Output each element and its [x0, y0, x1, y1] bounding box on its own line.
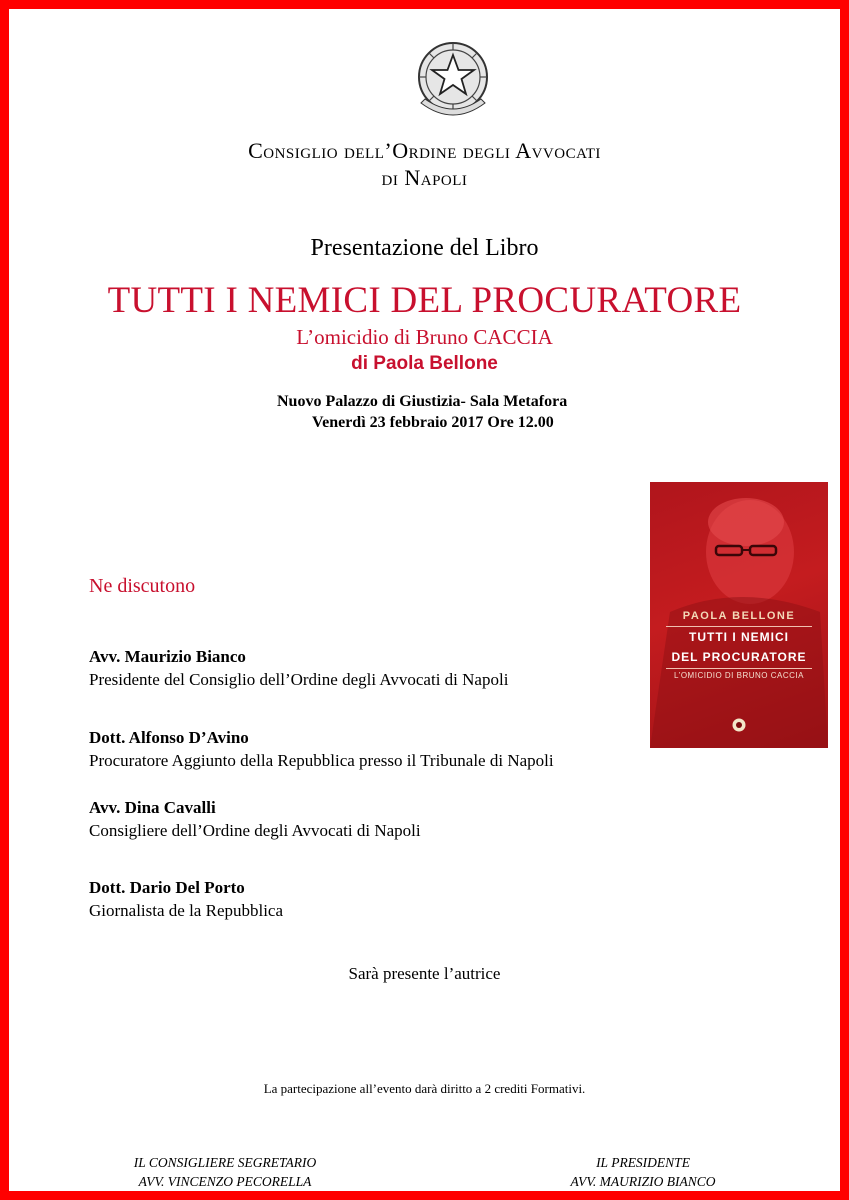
speaker-name: Avv. Dina Cavalli: [89, 798, 216, 817]
speaker-role: Consigliere dell’Ordine degli Avvocati di Napoli: [89, 821, 421, 840]
presentation-label: Presentazione del Libro: [310, 235, 539, 261]
org-name-line2: di Napoli: [381, 165, 468, 190]
cover-divider: [666, 626, 812, 627]
speaker-role: Presidente del Consiglio dell’Ordine degli Avvocati di Napoli: [89, 670, 509, 689]
book-author: di Paola Bellone: [351, 353, 498, 374]
cover-title-line2: DEL PROCURATORE: [671, 650, 807, 664]
signature-right-name: AVV. MAURIZIO BIANCO: [570, 1174, 716, 1189]
cover-title-line1: TUTTI I NEMICI: [689, 630, 789, 644]
event-venue: Nuovo Palazzo di Giustizia- Sala Metafora: [277, 393, 568, 410]
speaker-name: Dott. Alfonso D’Avino: [89, 728, 249, 747]
speaker-name: Avv. Maurizio Bianco: [89, 647, 246, 666]
discussants-heading: Ne discutono: [89, 575, 196, 597]
book-subtitle: L’omicidio di Bruno CACCIA: [296, 325, 553, 349]
author-present-note: Sarà presente l’autrice: [348, 964, 501, 983]
event-date: Venerdì 23 febbraio 2017 Ore 12.00: [312, 414, 554, 431]
credits-note: La partecipazione all’evento darà diritto a 2 crediti Formativi.: [263, 1081, 586, 1096]
speaker-role: Giornalista de la Repubblica: [89, 901, 284, 920]
cover-divider: [666, 668, 812, 669]
book-title: TUTTI I NEMICI DEL PROCURATORE: [107, 280, 742, 321]
signature-left-title: IL CONSIGLIERE SEGRETARIO: [133, 1155, 317, 1170]
signature-left-name: AVV. VINCENZO PECORELLA: [138, 1174, 312, 1189]
signature-right-title: IL PRESIDENTE: [596, 1155, 690, 1170]
cover-subtitle: L’OMICIDIO DI BRUNO CACCIA: [674, 671, 804, 680]
italian-republic-emblem-icon: [411, 37, 495, 121]
cover-author: PAOLA BELLONE: [682, 610, 796, 622]
org-name-line1: Consiglio dell’Ordine degli Avvocati: [248, 138, 601, 163]
speaker-name: Dott. Dario Del Porto: [89, 878, 245, 897]
book-cover-image: [650, 482, 828, 748]
speaker-role: Procuratore Aggiunto della Repubblica presso il Tribunale di Napoli: [89, 751, 554, 770]
publisher-logo-icon: [732, 718, 746, 732]
